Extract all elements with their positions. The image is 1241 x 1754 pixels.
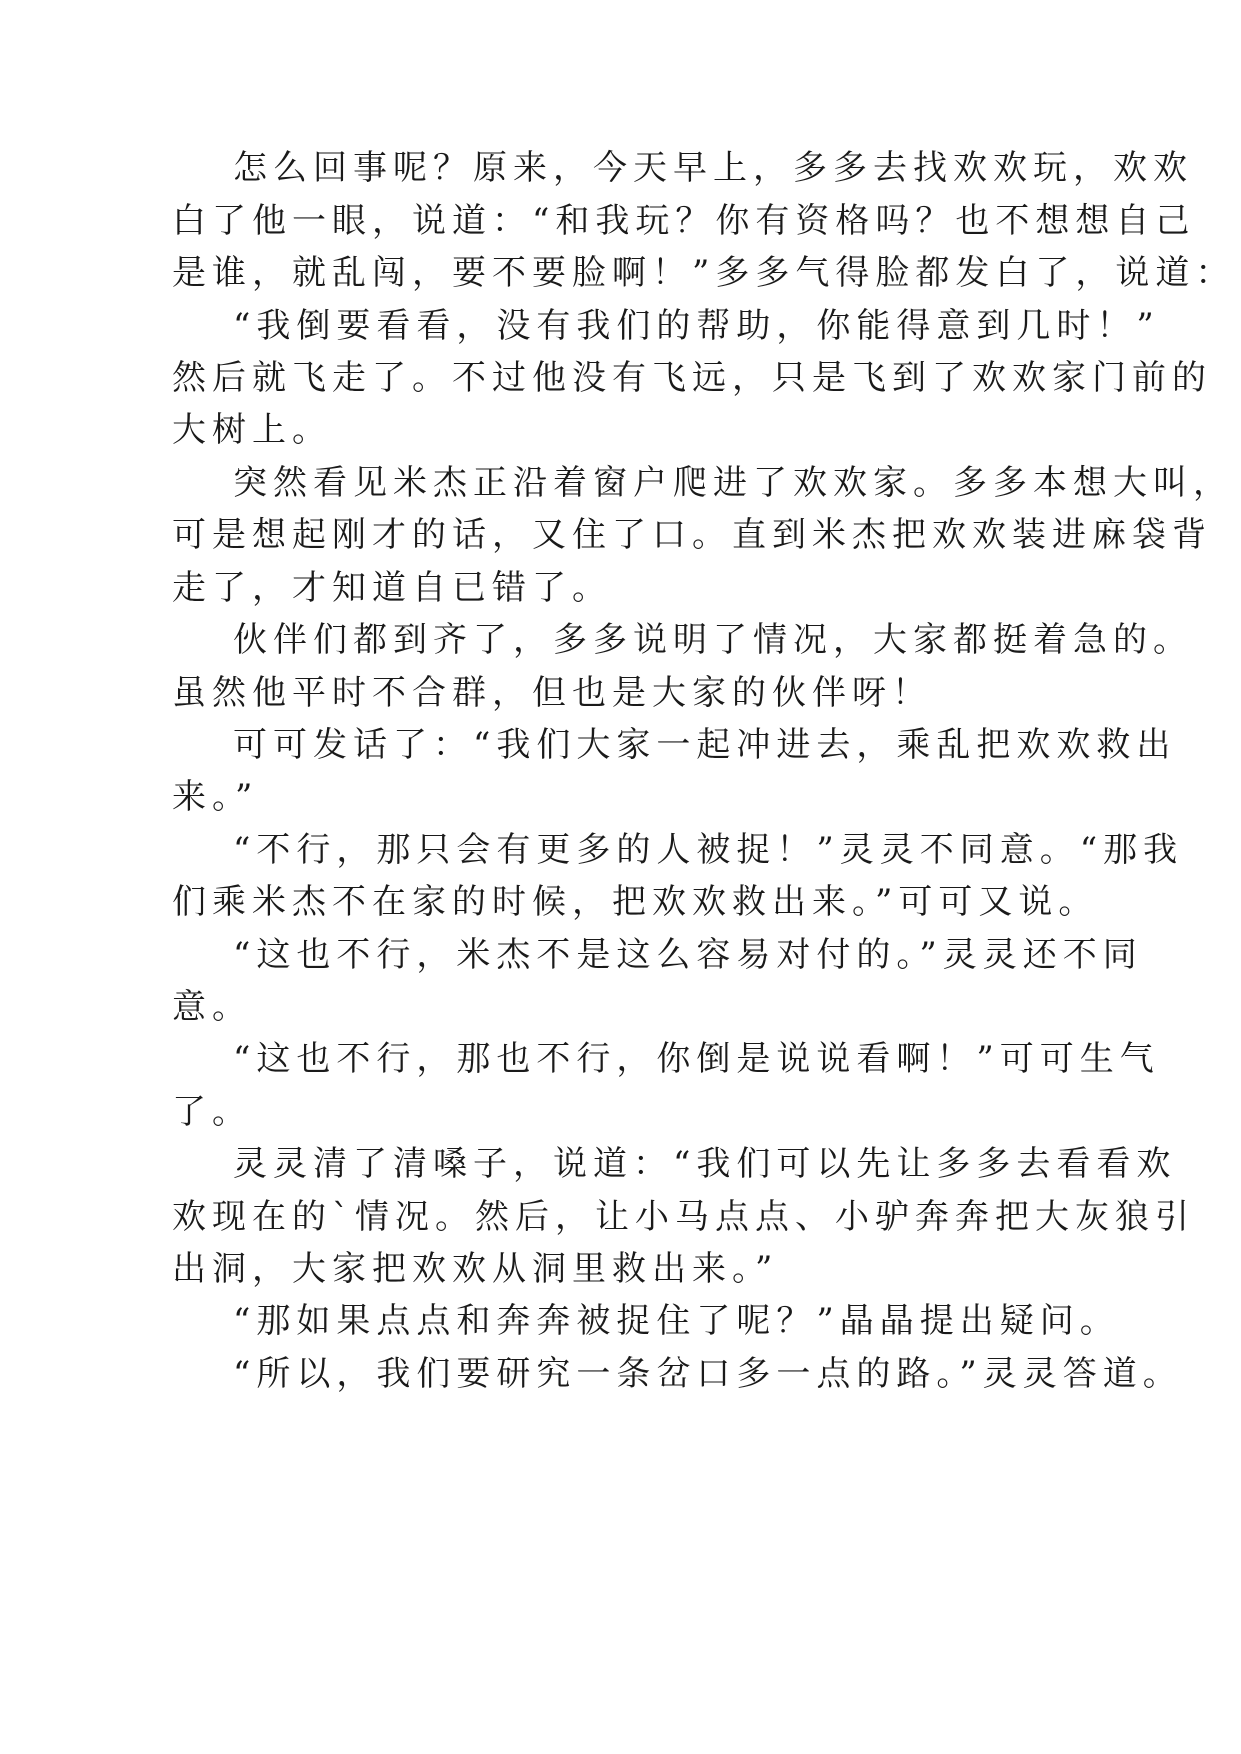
text-line: 们乘米杰不在家的时候，把欢欢救出来。”可可又说。	[172, 882, 1099, 922]
text-line: 欢现在的`情况。然后，让小马点点、小驴奔奔把大灰狼引	[172, 1197, 1195, 1237]
text-line: “那如果点点和奔奔被捉住了呢？”晶晶提出疑问。	[233, 1301, 1120, 1341]
text-line: 意。	[172, 987, 252, 1027]
text-line: 然后就飞走了。不过他没有飞远，只是飞到了欢欢家门前的	[172, 358, 1212, 398]
text-line: 虽然他平时不合群，但也是大家的伙伴呀！	[172, 673, 932, 713]
text-line: 走了，才知道自已错了。	[172, 568, 612, 608]
text-line: 怎么回事呢？原来，今天早上，多多去找欢欢玩，欢欢	[233, 148, 1193, 188]
text-line: 是谁，就乱闯，要不要脸啊！”多多气得脸都发白了，说道：	[172, 253, 1236, 293]
text-line: “这也不行，那也不行，你倒是说说看啊！”可可生气	[233, 1039, 1160, 1079]
text-line: 可可发话了：“我们大家一起冲进去，乘乱把欢欢救出	[233, 725, 1177, 765]
text-line: 来。”	[172, 777, 259, 817]
text-line: 大树上。	[172, 410, 332, 450]
text-line: 白了他一眼，说道：“和我玩？你有资格吗？也不想想自己	[172, 201, 1196, 241]
text-line: 灵灵清了清嗓子，说道：“我们可以先让多多去看看欢	[233, 1144, 1177, 1184]
text-line: “不行，那只会有更多的人被捉！”灵灵不同意。“那我	[233, 830, 1184, 870]
text-line: 了。	[172, 1092, 252, 1132]
text-line: 突然看见米杰正沿着窗户爬进了欢欢家。多多本想大叫，	[233, 463, 1233, 503]
text-line: 伙伴们都到齐了，多多说明了情况，大家都挺着急的。	[233, 620, 1193, 660]
text-line: 可是想起刚才的话，又住了口。直到米杰把欢欢装进麻袋背	[172, 515, 1212, 555]
text-line: 出洞，大家把欢欢从洞里救出来。”	[172, 1249, 779, 1289]
text-line: “所以，我们要研究一条岔口多一点的路。”灵灵答道。	[233, 1354, 1183, 1394]
text-line: “我倒要看看，没有我们的帮助，你能得意到几时！”	[233, 306, 1160, 346]
text-line: “这也不行，米杰不是这么容易对付的。”灵灵还不同	[233, 935, 1143, 975]
